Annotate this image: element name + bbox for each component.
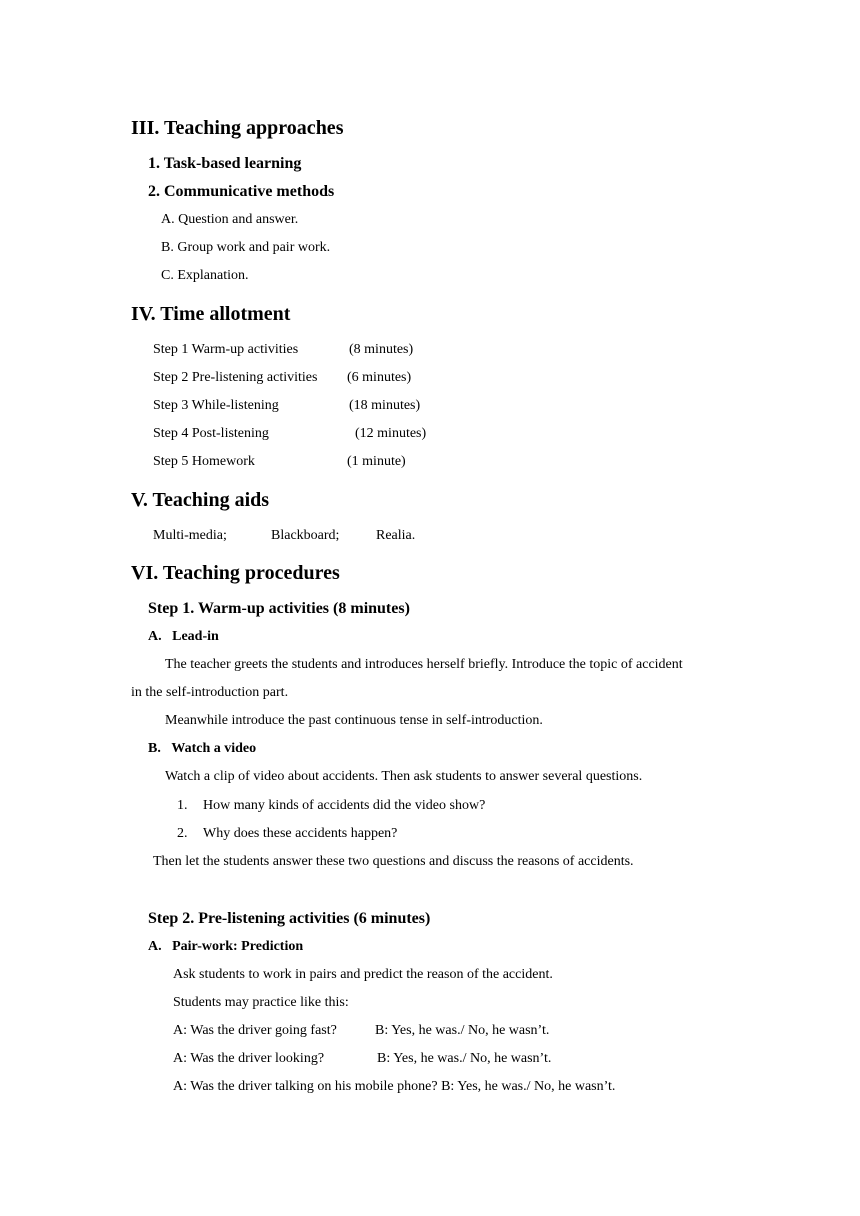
section-heading-time: IV. Time allotment <box>131 303 291 325</box>
approach-sub-item: B. Group work and pair work. <box>161 240 331 255</box>
question-number: 2. <box>177 826 188 841</box>
time-step: Step 1 Warm-up activities <box>153 342 299 357</box>
time-duration: (12 minutes) <box>355 426 427 441</box>
paragraph-line: in the self-introduction part. <box>131 685 289 700</box>
time-step: Step 3 While-listening <box>153 398 279 413</box>
time-step: Step 4 Post-listening <box>153 426 269 441</box>
time-step: Step 5 Homework <box>153 454 255 469</box>
time-step: Step 2 Pre-listening activities <box>153 370 318 385</box>
approach-sub-item: C. Explanation. <box>161 268 249 283</box>
sub-step-title: A. Lead-in <box>148 629 219 644</box>
question-text: Why does these accidents happen? <box>203 826 398 841</box>
paragraph-line: Then let the students answer these two questions and discuss the reasons of accidents. <box>153 854 634 869</box>
step-title: Step 1. Warm-up activities (8 minutes) <box>148 600 410 617</box>
approach-item: 2. Communicative methods <box>148 183 335 200</box>
paragraph-line: Meanwhile introduce the past continuous tense in self-introduction. <box>165 713 543 728</box>
sub-step-title: B. Watch a video <box>148 741 257 756</box>
question-text: How many kinds of accidents did the video show? <box>203 798 486 813</box>
approach-item: 1. Task-based learning <box>148 155 302 172</box>
dialogue-question: A: Was the driver talking on his mobile phone? B: Yes, he was./ No, he wasn’t. <box>173 1079 616 1094</box>
paragraph-line: Ask students to work in pairs and predict the reason of the accident. <box>173 967 553 982</box>
question-number: 1. <box>177 798 188 813</box>
paragraph-line: Watch a clip of video about accidents. Then ask students to answer several questions. <box>165 769 643 784</box>
paragraph-line: The teacher greets the students and introduces herself briefly. Introduce the topic of accident <box>165 657 683 672</box>
dialogue-answer: B: Yes, he was./ No, he wasn’t. <box>377 1051 552 1066</box>
approach-sub-item: A. Question and answer. <box>161 212 299 227</box>
dialogue-answer: B: Yes, he was./ No, he wasn’t. <box>375 1023 550 1038</box>
time-duration: (8 minutes) <box>349 342 414 357</box>
time-duration: (6 minutes) <box>347 370 412 385</box>
time-duration: (18 minutes) <box>349 398 421 413</box>
section-heading-procedures: VI. Teaching procedures <box>131 562 340 584</box>
step-title: Step 2. Pre-listening activities (6 minutes) <box>148 910 431 927</box>
sub-step-title: A. Pair-work: Prediction <box>148 939 304 954</box>
time-duration: (1 minute) <box>347 454 406 469</box>
paragraph-line: Students may practice like this: <box>173 995 349 1010</box>
aid-item: Realia. <box>376 528 416 543</box>
section-heading-aids: V. Teaching aids <box>131 489 270 511</box>
aid-item: Blackboard; <box>271 528 340 543</box>
dialogue-question: A: Was the driver going fast? <box>173 1023 337 1038</box>
section-heading-approaches: III. Teaching approaches <box>131 117 344 139</box>
aid-item: Multi-media; <box>153 528 227 543</box>
dialogue-question: A: Was the driver looking? <box>173 1051 325 1066</box>
